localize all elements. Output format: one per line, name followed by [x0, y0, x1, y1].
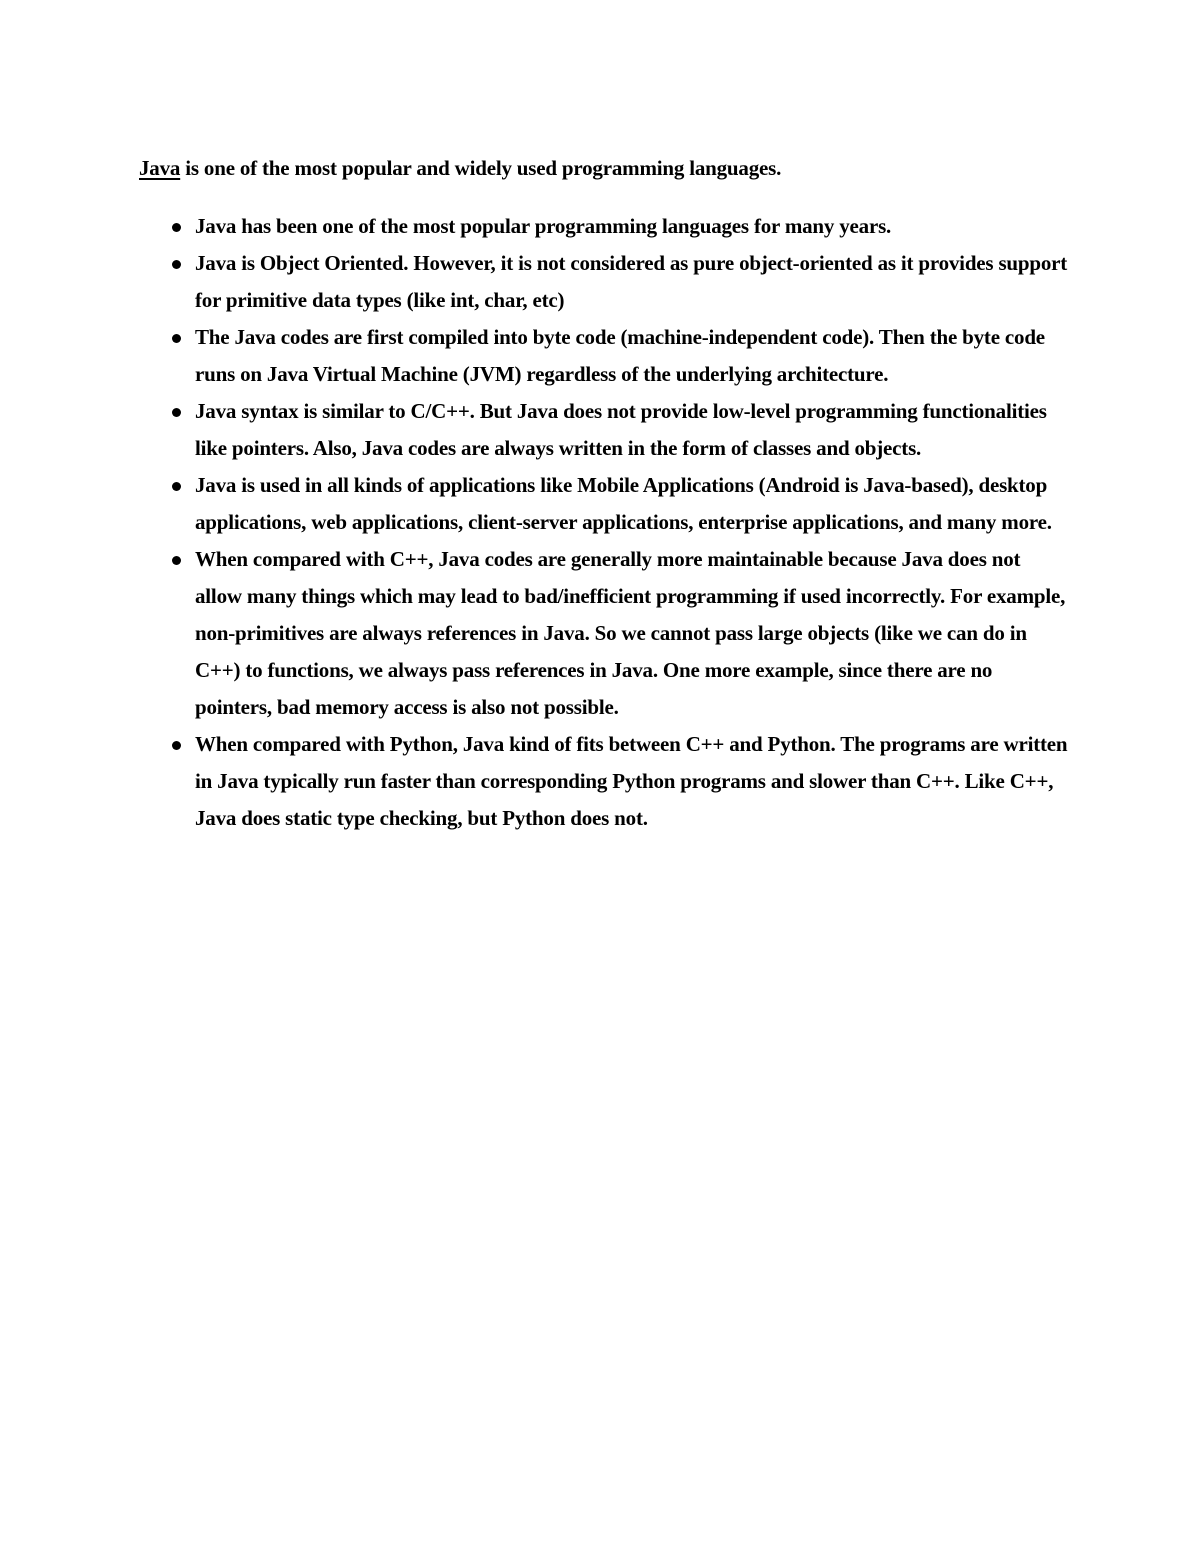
list-item: [139, 208, 1069, 245]
bullet-list: [139, 208, 1069, 837]
list-item-text: Java has been one of the most popular programming languages for many years.: [195, 214, 892, 238]
bullet-icon: [172, 260, 181, 269]
bullet-icon: [172, 741, 181, 750]
list-item: [139, 726, 1069, 837]
list-item-text: When compared with C++, Java codes are generally more maintainable because Java does not allow many things which may lead to bad/inefficient programming if used incorrectly. For example, non-primitives are always references in Java. So we cannot pass large objects (like we can do in C++) to functions, we always pass references in Java. One more example, since there are no pointers, bad memory access is also not possible.: [195, 547, 1066, 719]
list-item: [139, 541, 1069, 726]
list-item: [139, 393, 1069, 467]
list-item: [139, 319, 1069, 393]
list-item-text: The Java codes are first compiled into byte code (machine-independent code). Then the byte code runs on Java Virtual Machine (JVM) regardless of the underlying architecture.: [195, 325, 1045, 386]
list-item-text: Java is used in all kinds of applications like Mobile Applications (Android is Java-based), desktop applications, web applications, client-server applications, enterprise applications, and many more.: [195, 473, 1052, 534]
list-item-text: Java is Object Oriented. However, it is not considered as pure object-oriented as it provides support for primitive data types (like int, char, etc): [195, 251, 1068, 312]
bullet-icon: [172, 408, 181, 417]
document-body: [139, 150, 1069, 837]
list-item: [139, 467, 1069, 541]
list-item-text: When compared with Python, Java kind of fits between C++ and Python. The programs are written in Java typically run faster than corresponding Python programs and slower than C++. Like C++, Java does static type checking, but Python does not.: [195, 732, 1068, 830]
intro-paragraph: [139, 150, 1069, 186]
list-item: [139, 245, 1069, 319]
bullet-icon: [172, 334, 181, 343]
bullet-icon: [172, 482, 181, 491]
bullet-icon: [172, 556, 181, 565]
list-item-text: Java syntax is similar to C/C++. But Java does not provide low-level programming functionalities like pointers. Also, Java codes are always written in the form of classes and objects.: [195, 399, 1047, 460]
java-link[interactable]: Java: [139, 156, 181, 180]
intro-text: is one of the most popular and widely used programming languages.: [180, 156, 782, 180]
bullet-icon: [172, 223, 181, 232]
